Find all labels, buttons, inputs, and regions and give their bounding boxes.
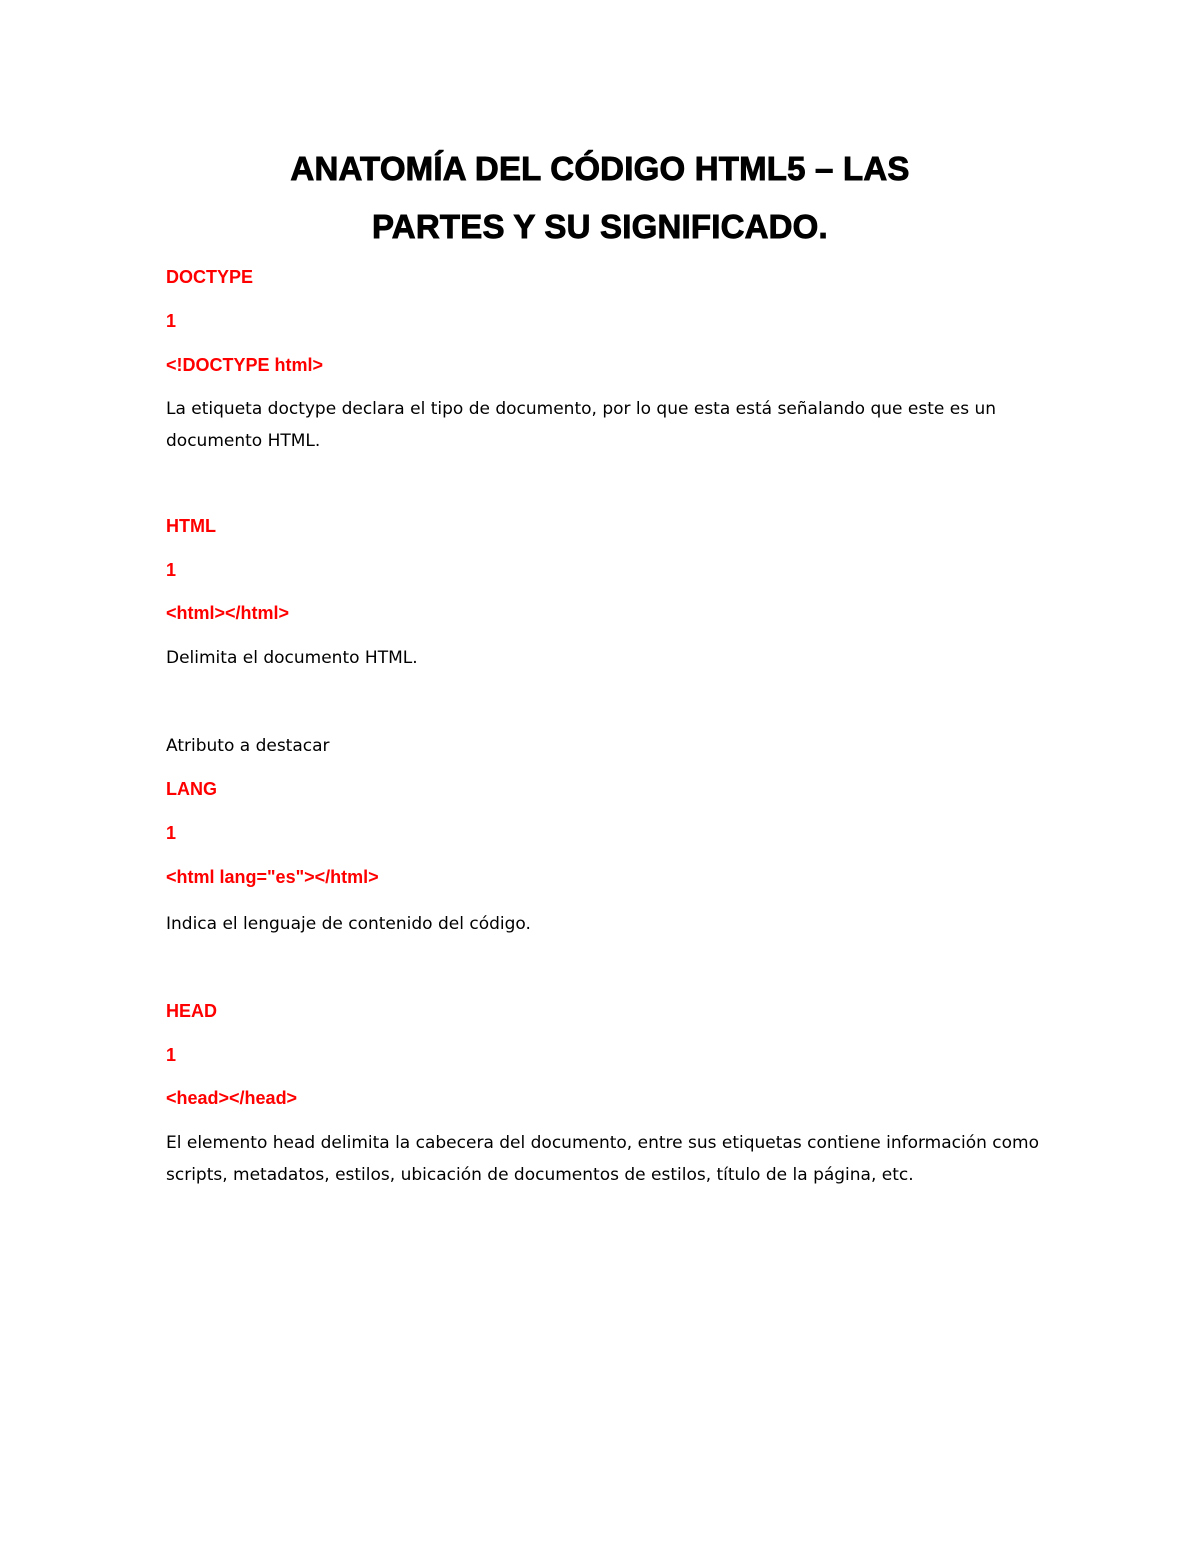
page-title-line-1: ANATOMÍA DEL CÓDIGO HTML5 – LAS bbox=[290, 150, 910, 187]
section-heading-doctype: DOCTYPE bbox=[166, 267, 254, 287]
section-heading-lang: LANG bbox=[166, 779, 217, 799]
section-number-doctype: 1 bbox=[166, 311, 177, 331]
section-heading-head: HEAD bbox=[166, 1001, 218, 1021]
section-description-head: El elemento head delimita la cabecera del documento, entre sus etiquetas contiene información como scripts, metadatos, estilos, ubicación de documentos de estilos, título de la página, etc. bbox=[166, 1133, 1040, 1185]
section-code-doctype: <!DOCTYPE html> bbox=[166, 355, 324, 375]
page-title-line-2: PARTES Y SU SIGNIFICADO. bbox=[372, 208, 828, 245]
section-heading-html: HTML bbox=[166, 516, 216, 536]
section-number-head: 1 bbox=[166, 1045, 177, 1065]
section-code-head: <head></head> bbox=[166, 1088, 298, 1108]
section-code-html: <html></html> bbox=[166, 603, 290, 623]
section-description-html: Delimita el documento HTML. bbox=[166, 648, 418, 668]
page-title bbox=[120, 140, 1080, 256]
section-number-html: 1 bbox=[166, 560, 177, 580]
section-intro-lang: Atributo a destacar bbox=[166, 736, 330, 756]
section-code-lang: <html lang="es"></html> bbox=[166, 867, 379, 887]
section-description-lang: Indica el lenguaje de contenido del código. bbox=[166, 914, 531, 934]
section-number-lang: 1 bbox=[166, 823, 177, 843]
section-description-doctype: La etiqueta doctype declara el tipo de documento, por lo que esta está señalando que este es un documento HTML. bbox=[166, 399, 997, 451]
